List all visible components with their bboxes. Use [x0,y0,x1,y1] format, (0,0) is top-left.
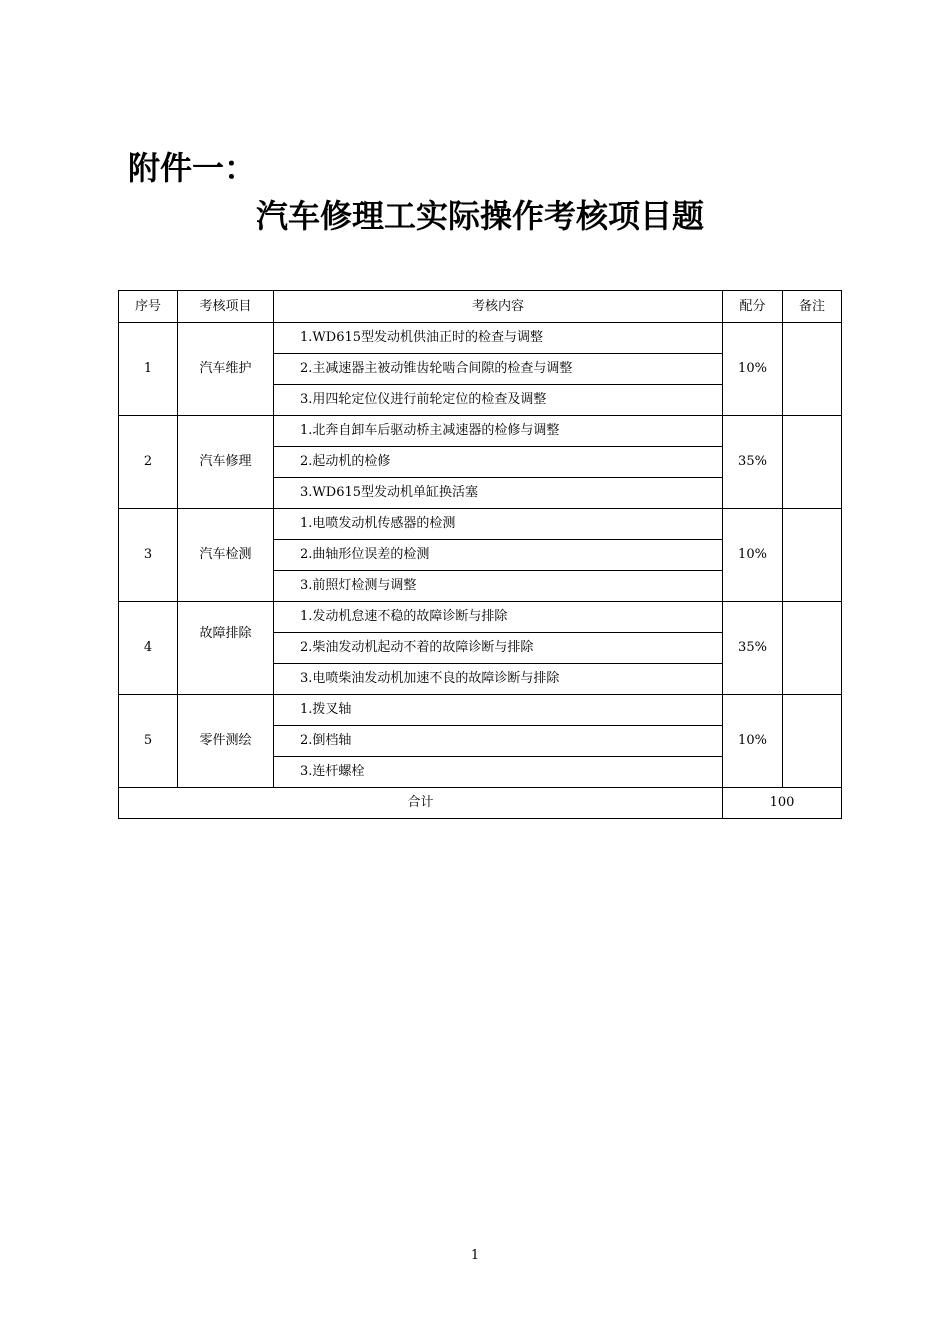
group-number: 5 [119,695,178,788]
page-number: 1 [470,1248,480,1263]
content-item: 2.曲轴形位误差的检测 [274,540,723,571]
group-remarks [783,323,842,416]
content-item: 1.WD615型发动机供油正时的检查与调整 [274,323,723,354]
group-remarks [783,695,842,788]
group-category: 零件测绘 [178,695,274,788]
table-row [119,323,842,354]
group-remarks [783,416,842,509]
table-header-row [119,291,842,323]
group-score: 35% [723,416,783,509]
group-score: 10% [723,695,783,788]
header-remarks: 备注 [783,291,842,323]
content-item: 1.拨叉轴 [274,695,723,726]
content-item: 3.前照灯检测与调整 [274,571,723,602]
content-item: 2.柴油发动机起动不着的故障诊断与排除 [274,633,723,664]
header-category: 考核项目 [178,291,274,323]
header-content: 考核内容 [274,291,723,323]
table-row [119,695,842,726]
group-category: 故障排除 [178,602,274,695]
content-item: 3.电喷柴油发动机加速不良的故障诊断与排除 [274,664,723,695]
group-score: 35% [723,602,783,695]
group-number: 2 [119,416,178,509]
content-item: 2.主减速器主被动锥齿轮啮合间隙的检查与调整 [274,354,723,385]
attachment-label: 附件一： [128,149,257,187]
content-item: 2.倒档轴 [274,726,723,757]
group-score: 10% [723,323,783,416]
exam-table [118,290,842,819]
header-score: 配分 [723,291,783,323]
content-item: 1.发动机怠速不稳的故障诊断与排除 [274,602,723,633]
document-title: 汽车修理工实际操作考核项目题 [255,197,704,235]
total-label: 合计 [119,788,723,819]
content-item: 3.用四轮定位仪进行前轮定位的检查及调整 [274,385,723,416]
table-row [119,602,842,633]
content-item: 3.连杆螺栓 [274,757,723,788]
group-category: 汽车维护 [178,323,274,416]
group-remarks [783,602,842,695]
content-item: 1.电喷发动机传感器的检测 [274,509,723,540]
header-number: 序号 [119,291,178,323]
group-number: 1 [119,323,178,416]
table-row [119,416,842,447]
content-item: 1.北奔自卸车后驱动桥主减速器的检修与调整 [274,416,723,447]
content-item: 2.起动机的检修 [274,447,723,478]
total-value: 100 [723,788,842,819]
total-row [119,788,842,819]
group-remarks [783,509,842,602]
group-category: 汽车修理 [178,416,274,509]
table-row [119,509,842,540]
content-item: 3.WD615型发动机单缸换活塞 [274,478,723,509]
group-number: 4 [119,602,178,695]
group-category: 汽车检测 [178,509,274,602]
group-score: 10% [723,509,783,602]
group-number: 3 [119,509,178,602]
